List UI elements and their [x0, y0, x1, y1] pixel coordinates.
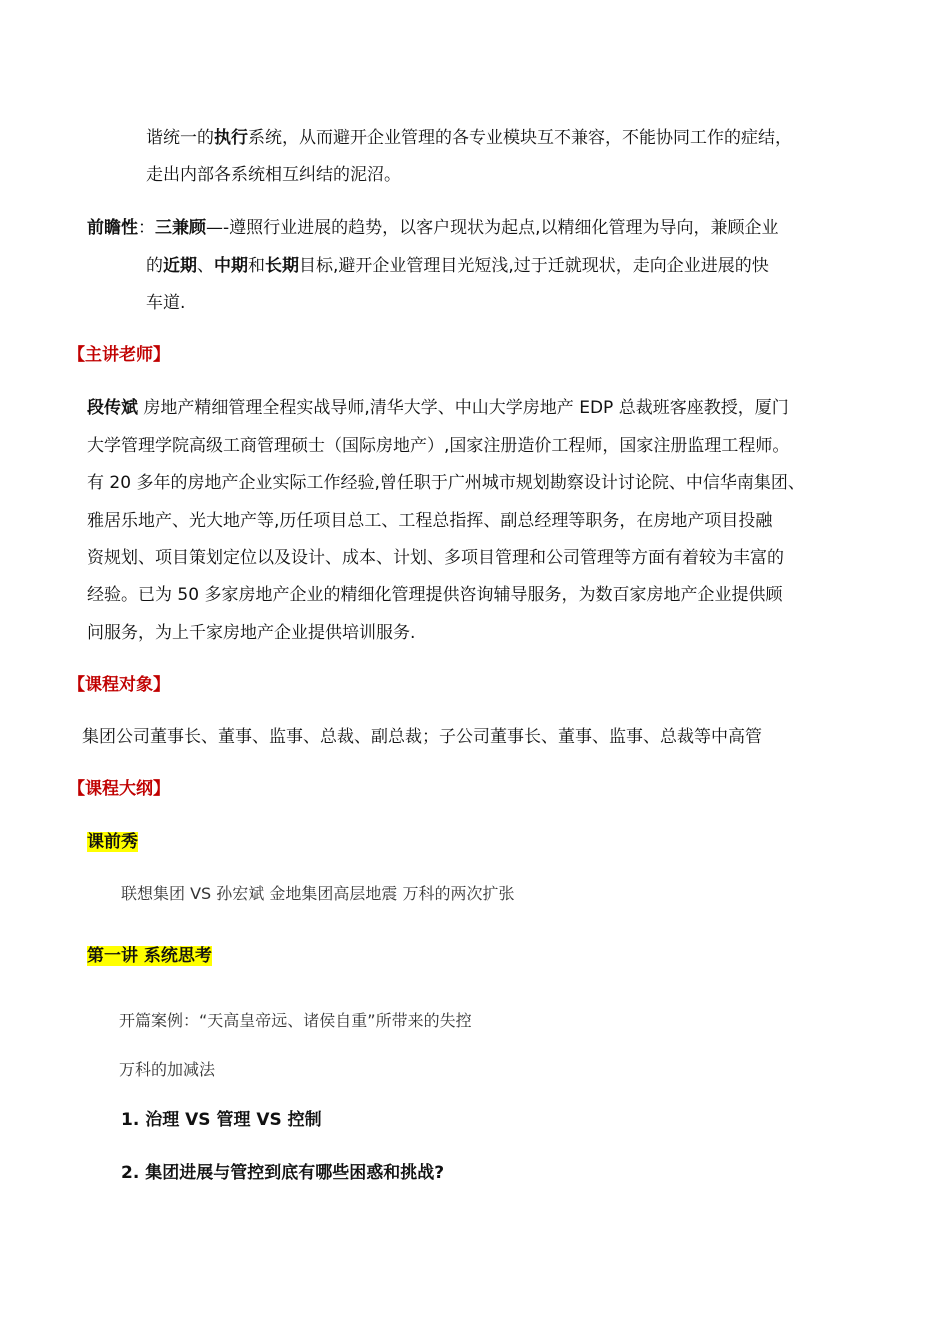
intro-text: 和 [248, 256, 265, 276]
intro-line-4 [146, 255, 769, 277]
intro-line-2: 走出内部各系统相互纠结的泥沼。 [146, 165, 401, 185]
audience-heading: 【课程对象】 [68, 675, 170, 695]
outline-item-1: 1. 治理 VS 管理 VS 控制 [121, 1110, 322, 1130]
forward-key: 三兼顾 [155, 218, 206, 238]
teacher-line-1 [87, 397, 789, 419]
outline-item-2: 2. 集团进展与管控到底有哪些困惑和挑战? [121, 1163, 445, 1183]
intro-line-5: 车道. [146, 293, 186, 313]
intro-text: 、 [197, 256, 214, 276]
pre-show-highlight: 课前秀 [87, 832, 138, 852]
teacher-name: 段传斌 [87, 398, 138, 418]
intro-text: 谐统一的 [146, 128, 214, 148]
intro-line-1 [146, 127, 792, 149]
lecture-1-highlight: 第一讲 系统思考 [87, 946, 212, 966]
forward-line [87, 217, 779, 239]
forward-colon: ： [138, 218, 155, 238]
teacher-heading: 【主讲老师】 [68, 345, 170, 365]
teacher-line-6: 经验。已为 50 多家房地产企业的精细化管理提供咨询辅导服务，为数百家房地产企业提供顾 [87, 585, 783, 605]
bold-near-term: 近期 [163, 256, 197, 276]
intro-text: 目标,避开企业管理目光短浅,过于迁就现状，走向企业进展的快 [299, 256, 769, 276]
forward-label: 前瞻性 [87, 218, 138, 238]
bold-mid-term: 中期 [214, 256, 248, 276]
teacher-line-3: 有 20 多年的房地产企业实际工作经验,曾任职于广州城市规划勘察设计讨论院、中信华南集团、 [87, 473, 805, 493]
intro-text: 系统，从而避开企业管理的各专业模块互不兼容，不能协同工作的症结， [248, 128, 792, 148]
intro-bold-execution: 执行 [214, 128, 248, 148]
teacher-bio-text: 房地产精细管理全程实战导师,清华大学、中山大学房地产 EDP 总裁班客座教授，厦门 [138, 398, 789, 418]
intro-text: 的 [146, 256, 163, 276]
teacher-line-7: 问服务，为上千家房地产企业提供培训服务. [87, 623, 416, 643]
bold-long-term: 长期 [265, 256, 299, 276]
case-open: 开篇案例：“天高皇帝远、诸侯自重”所带来的失控 [119, 1011, 472, 1030]
teacher-line-4: 雅居乐地产、光大地产等,历任项目总工、工程总指挥、副总经理等职务，在房地产项目投融 [87, 511, 773, 531]
case-vanke: 万科的加减法 [119, 1060, 216, 1079]
pre-show-cases: 联想集团 VS 孙宏斌 金地集团高层地震 万科的两次扩张 [121, 884, 515, 903]
forward-text: —-遵照行业进展的趋势，以客户现状为起点,以精细化管理为导向，兼顾企业 [206, 218, 779, 238]
lecture-1-title [87, 945, 212, 967]
teacher-line-2: 大学管理学院高级工商管理硕士（国际房地产）,国家注册造价工程师，国家注册监理工程师。 [87, 436, 790, 456]
audience-text: 集团公司董事长、董事、监事、总裁、副总裁；子公司董事长、董事、监事、总裁等中高管 [82, 727, 762, 747]
teacher-line-5: 资规划、项目策划定位以及设计、成本、计划、多项目管理和公司管理等方面有着较为丰富的 [87, 548, 784, 568]
outline-heading: 【课程大纲】 [68, 779, 170, 799]
pre-show-label [87, 831, 138, 853]
